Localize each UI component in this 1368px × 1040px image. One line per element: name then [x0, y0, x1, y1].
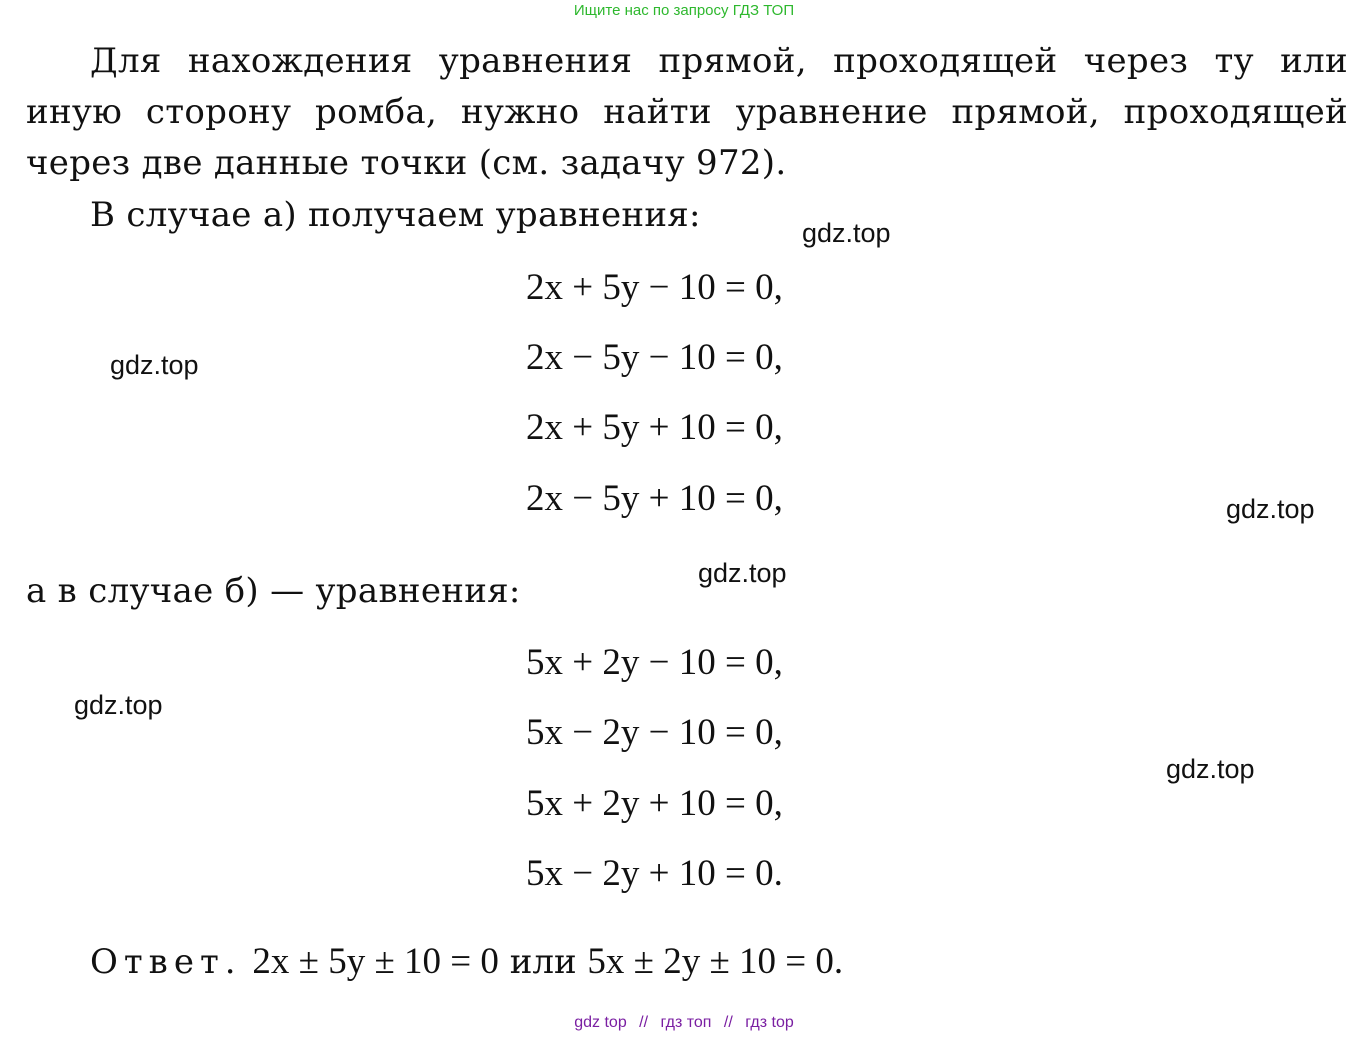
paragraph-case-a: В случае а) получаем уравнения:: [90, 195, 701, 235]
footer-separator: //: [639, 1014, 649, 1031]
equation-a-3: 2x + 5y + 10 = 0,: [526, 407, 783, 448]
paragraph-case-b: а в случае б) — уравнения:: [26, 571, 521, 611]
watermark: gdz.top: [1166, 754, 1255, 784]
watermark: gdz.top: [802, 218, 891, 248]
equation-b-3: 5x + 2y + 10 = 0,: [526, 783, 783, 824]
equation-b-4: 5x − 2y + 10 = 0.: [526, 853, 783, 894]
watermark: gdz.top: [698, 558, 787, 588]
footer-link-gdz-top[interactable]: gdz top: [574, 1014, 627, 1031]
top-banner[interactable]: Ищите нас по запросу ГДЗ ТОП: [573, 2, 795, 19]
footer-link-gdz-top-ru[interactable]: гдз топ: [660, 1014, 712, 1031]
footer-links: [0, 1014, 1368, 1032]
equation-a-4: 2x − 5y + 10 = 0,: [526, 478, 783, 519]
equation-a-2: 2x − 5y − 10 = 0,: [526, 337, 783, 378]
answer-formula-1: 2x ± 5y ± 10 = 0: [252, 941, 499, 982]
answer-connector: или: [509, 942, 577, 982]
equation-a-1: 2x + 5y − 10 = 0,: [526, 267, 783, 308]
equation-b-1: 5x + 2y − 10 = 0,: [526, 642, 783, 683]
paragraph-intro: Для нахождения уравнения прямой, проходящей через ту или иную сторону ромба, нужно найти уравнение прямой, проходящей через две данные точки (см. задачу 972).: [26, 41, 1348, 183]
answer-line: [90, 940, 843, 983]
equation-b-2: 5x − 2y − 10 = 0,: [526, 712, 783, 753]
answer-formula-2: 5x ± 2y ± 10 = 0.: [587, 941, 844, 982]
answer-label: Ответ.: [90, 942, 242, 982]
footer-link-gdz-top-mixed[interactable]: гдз top: [745, 1014, 794, 1031]
watermark: gdz.top: [110, 350, 199, 380]
watermark: gdz.top: [1226, 494, 1315, 524]
footer-separator: //: [723, 1014, 733, 1031]
watermark: gdz.top: [74, 690, 163, 720]
